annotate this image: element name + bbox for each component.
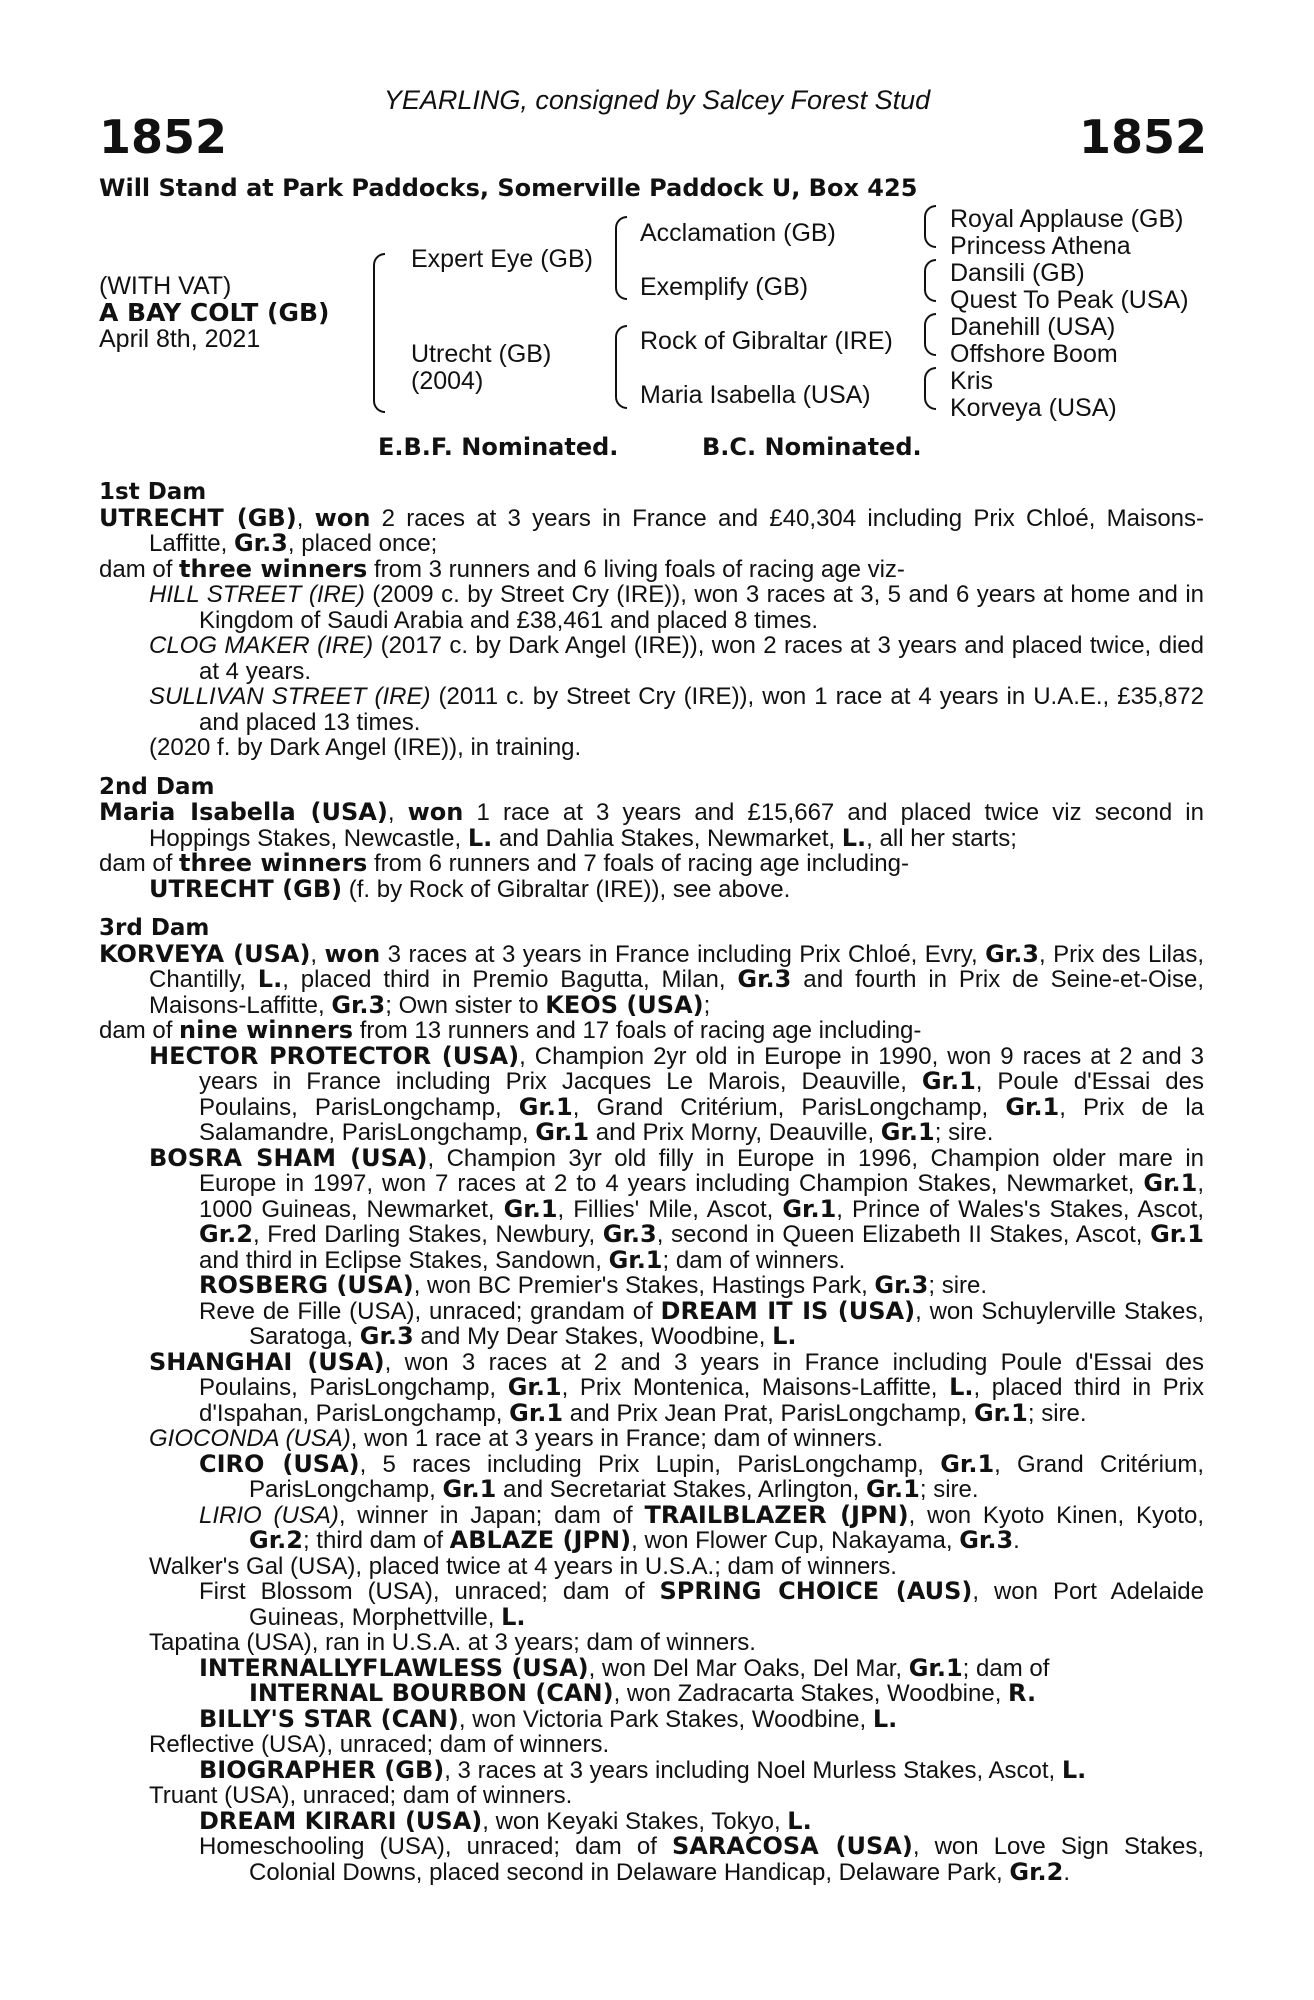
pedigree-entry [99,582,1204,633]
pedigree-entry [99,633,1204,684]
bold-text: ABLAZE (JPN) [449,1526,632,1554]
ancestor-7: Kris [950,367,994,395]
bold-text: Gr.2 [199,1220,253,1248]
bold-text: Gr.1 [908,1653,963,1682]
bold-text: BOSRA SHAM (USA) [149,1143,428,1172]
pedigree-entry [99,1018,1204,1044]
text-run: , won Port Adelaide Guineas, Morphettville, [249,1578,1204,1631]
bold-text: Gr.1 [442,1475,497,1503]
pedigree-entry [99,1681,1204,1707]
bold-text: Gr.1 [507,1373,562,1401]
bold-text: INTERNALLYFLAWLESS (USA) [199,1653,589,1682]
text-run: , Champion 2yr old in Europe in 1990, won 9 races at 2 and 3 years in France including Prix Jacques Le Marois, Deauville, [199,1042,1204,1095]
text-run: Walker's Gal (USA), placed twice at 4 years in U.S.A.; dam of winners. [149,1552,897,1580]
bold-text: Gr.1 [921,1067,976,1095]
section-heading: 2nd Dam [99,773,215,800]
text-run: (2009 c. by Street Cry (IRE)), won 3 races at 3, 5 and 6 years at home and in Kingdom of Saudi Arabia and £38,461 and placed 8 times. [199,581,1205,634]
text-run: , won 3 races at 2 and 3 years in France including Poule d'Essai des Poulains, ParisLongchamp, [199,1348,1204,1401]
pedigree-entry [99,684,1204,735]
pedigree-entry [99,1630,1204,1656]
text-run: and third in Eclipse Stakes, Sandown, [199,1246,609,1274]
section-heading: 3rd Dam [99,915,210,941]
bold-text: Gr.2 [1009,1857,1064,1886]
brace-g1 [924,205,936,248]
pedigree-entry [99,1041,1204,1146]
sire-dam: Exemplify (GB) [640,273,809,301]
ancestor-4: Quest To Peak (USA) [950,286,1189,314]
bold-text: Maria Isabella (USA) [99,798,388,826]
pedigree-entry [99,1143,1205,1274]
consignment-line: YEARLING, consigned by Salcey Forest Stud [383,85,931,115]
text-run: ; sire. [928,1272,988,1299]
ancestor-6: Offshore Boom [950,340,1118,368]
text-run: , won Del Mar Oaks, Del Mar, [588,1654,909,1682]
sire-line-brace [615,216,627,300]
bold-text: L. [872,1704,898,1733]
pedigree-entry [99,851,1204,877]
bold-text: Gr.2 [249,1526,303,1554]
text-run: Reve de Fille (USA), unraced; grandam of [199,1297,661,1325]
text-run: from 13 runners and 17 foals of racing age including- [353,1017,922,1044]
text-run: , Champion 3yr old filly in Europe in 1996, Champion older mare in Europe in 1997, won 7 races at 2 to 4 years including Champion Stakes, Newmarket, [199,1144,1205,1197]
bold-text: UTRECHT (GB) [99,503,297,532]
bold-text: BILLY'S STAR (CAN) [199,1704,459,1733]
text-run: 3 races at 3 years in France including Prix Chloé, Evry, [380,940,986,968]
bold-text: Gr.3 [959,1526,1014,1554]
italic-text: LIRIO (USA) [199,1501,339,1529]
brace-g2 [924,259,936,302]
text-run: 2 races at 3 years in France and £40,304 including Prix Chloé, Maisons-Laffitte, [149,504,1205,557]
brace-g4 [924,367,936,410]
bold-text: Gr.1 [1150,1220,1204,1248]
foaling-date: April 8th, 2021 [99,325,261,353]
italic-text: HILL STREET (IRE) [149,581,365,608]
bold-text: L. [257,965,283,993]
bold-text: three winners [179,849,368,877]
bold-text: L. [501,1602,526,1631]
ancestor-8: Korveya (USA) [950,394,1117,422]
horse-name: A BAY COLT (GB) [99,298,330,327]
text-run: , [387,799,408,826]
section-heading: 1st Dam [99,479,207,505]
text-run: , won Keyaki Stakes, Tokyo, [482,1807,788,1835]
text-run: and Dahlia Stakes, Newmarket, [492,824,842,852]
text-run: , won Victoria Park Stakes, Woodbine, [458,1705,873,1733]
vat-note: (WITH VAT) [99,272,232,300]
bold-text: won [324,939,381,968]
text-run: dam of [99,555,180,583]
bold-text: CIRO (USA) [199,1449,360,1478]
text-run: , second in Queen Elizabeth II Stakes, Ascot, [656,1221,1151,1248]
brace-g3 [924,313,936,356]
pedigree-entry [99,1347,1204,1427]
pedigree-entry [99,503,1205,557]
bold-text: won [314,503,371,532]
pedigree-entry [99,1579,1204,1630]
text-run: ; sire. [1027,1399,1087,1427]
text-run: ; Own sister to [385,991,546,1019]
text-run: . [1063,1858,1071,1886]
dam-sire: Rock of Gibraltar (IRE) [640,327,893,355]
pedigree-entry [99,1783,1204,1809]
bold-text: Gr.1 [503,1194,558,1223]
bold-text: DREAM KIRARI (USA) [199,1806,483,1835]
text-run: ; sire. [934,1119,994,1146]
bold-text: Gr.3 [737,965,792,993]
text-run: Tapatina (USA), ran in U.S.A. at 3 years; dam of winners. [149,1629,756,1656]
pedigree-entry [99,1296,1204,1350]
text-run: , won Kyoto Kinen, Kyoto, [908,1501,1204,1529]
bold-text: Gr.3 [874,1271,929,1299]
ancestor-1: Royal Applause (GB) [950,205,1184,233]
text-run: , placed third in Prix d'Ispahan, ParisLongchamp, [199,1374,1204,1427]
lot-number-left: 1852 [99,110,228,164]
pedigree-entry [99,735,1204,761]
dam-name: Utrecht (GB) [411,340,552,368]
bold-text: Gr.3 [602,1220,657,1248]
text-run: dam of [99,1017,180,1044]
bold-text: L. [787,1806,812,1835]
pedigree-entry [99,1426,1204,1452]
text-run: (2017 c. by Dark Angel (IRE)), won 2 races at 3 years and placed twice, died at 4 years. [199,632,1204,685]
bold-text: UTRECHT (GB) [149,874,343,903]
pedigree-entry [99,1755,1204,1784]
parents-brace [373,253,385,413]
italic-text: SULLIVAN STREET (IRE) [149,683,431,710]
pedigree-entry [99,800,1204,851]
text-run: ; dam of winners. [662,1246,846,1274]
sire-name: Expert Eye (GB) [411,245,593,273]
bold-text: Gr.1 [1143,1169,1198,1197]
text-run: (2011 c. by Street Cry (IRE)), won 1 race at 4 years in U.A.E., £35,872 and placed 13 times. [199,683,1204,736]
text-run: , Grand Critérium, ParisLongchamp, [249,1450,1204,1503]
ancestor-2: Princess Athena [950,232,1131,260]
text-run: , placed once; [287,530,438,557]
text-run: 1 race at 3 years and £15,667 and placed twice viz second in Hoppings Stakes, Newcastle, [149,799,1204,852]
text-run: , placed third in Premio Bagutta, Milan, [282,966,738,993]
text-run: and Secretariat Stakes, Arlington, [496,1476,866,1503]
bold-text: Gr.1 [509,1398,564,1427]
bold-text: KEOS (USA) [545,990,704,1019]
bold-text: nine winners [179,1016,354,1044]
bold-text: L. [949,1373,974,1401]
text-run: (f. by Rock of Gibraltar (IRE)), see above. [342,875,791,903]
text-run: Truant (USA), unraced; dam of winners. [149,1782,573,1809]
catalogue-body [99,480,1204,1885]
text-run: , won Flower Cup, Nakayama, [631,1527,960,1554]
bold-text: Gr.1 [880,1118,935,1146]
bold-text: TRAILBLAZER (JPN) [644,1500,909,1529]
text-run: from 6 runners and 7 foals of racing age including- [367,850,909,877]
text-run: , [296,504,315,532]
sire-sire: Acclamation (GB) [640,219,836,247]
text-run: , Prix Montenica, Maisons-Laffitte, [561,1374,950,1401]
text-run: ; sire. [919,1476,979,1503]
text-run: , won Schuylerville Stakes, Saratoga, [249,1297,1204,1350]
pedigree-entry [99,1273,1204,1299]
pedigree-entry [99,939,1205,1019]
pedigree-entry [99,1834,1204,1885]
pedigree-entry [99,1653,1204,1682]
bold-text: Gr.3 [359,1322,414,1350]
text-run: Homeschooling (USA), unraced; dam of [199,1833,672,1860]
text-run: ; third dam of [302,1527,450,1554]
bold-text: HECTOR PROTECTOR (USA) [149,1041,520,1070]
bold-text: Gr.3 [233,529,288,557]
text-run: (2020 f. by Dark Angel (IRE)), in training. [149,734,582,761]
bold-text: KORVEYA (USA) [99,939,311,968]
text-run: , Prix de la Salamandre, ParisLongchamp, [199,1093,1204,1146]
text-run: , Fillies' Mile, Ascot, [557,1195,783,1223]
text-run: , won BC Premier's Stakes, Hastings Park, [413,1272,875,1299]
lot-number-right: 1852 [1078,110,1207,164]
bold-text: Gr.1 [608,1245,663,1274]
bold-text: three winners [179,554,368,583]
dam-year: (2004) [411,367,484,395]
italic-text: CLOG MAKER (IRE) [149,632,374,659]
text-run: , won Zadracarta Stakes, Woodbine, [613,1680,1009,1707]
text-run: , Poule d'Essai des Poulains, ParisLongchamp, [199,1068,1204,1121]
bold-text: SARACOSA (USA) [671,1832,913,1860]
text-run: First Blossom (USA), unraced; dam of [199,1578,660,1605]
text-run: , all her starts; [866,824,1017,852]
bold-text: Gr.1 [865,1475,920,1503]
bc-nomination: B.C. Nominated. [702,433,922,461]
bold-text: Gr.3 [331,990,386,1019]
text-run: . [1013,1527,1020,1554]
pedigree-entry [99,1732,1204,1758]
bold-text: won [407,798,464,826]
bold-text: Gr.1 [518,1092,573,1121]
pedigree-entry [99,1449,1204,1503]
text-run: , [310,940,325,968]
bold-text: Gr.1 [535,1118,590,1146]
text-run: from 3 runners and 6 living foals of racing age viz- [367,555,905,583]
text-run: , won 1 race at 3 years in France; dam of winners. [350,1425,884,1452]
bold-text: R. [1008,1679,1037,1707]
bold-text: L. [467,823,493,852]
ancestor-3: Dansili (GB) [950,259,1085,287]
text-run: , Prix des Lilas, Chantilly, [149,940,1204,993]
text-run: , Fred Darling Stakes, Newbury, [252,1221,603,1248]
text-run: and Prix Morny, Deauville, [589,1119,881,1146]
bold-text: Gr.1 [1005,1092,1060,1121]
text-run: ; [703,991,711,1019]
bold-text: Gr.1 [973,1398,1028,1427]
pedigree-entry [99,554,1204,583]
text-run: , winner in Japan; dam of [338,1501,645,1529]
ancestor-5: Danehill (USA) [950,313,1116,341]
ebf-nomination: E.B.F. Nominated. [378,433,619,461]
bold-text: L. [772,1322,797,1350]
bold-text: ROSBERG (USA) [199,1271,414,1299]
bold-text: Gr.1 [940,1449,995,1478]
bold-text: SPRING CHOICE (AUS) [659,1577,973,1605]
text-run: ; dam of [962,1654,1050,1682]
pedigree-entry [99,874,1204,903]
bold-text: INTERNAL BOURBON (CAN) [249,1679,614,1707]
text-run: dam of [99,850,180,877]
bold-text: SHANGHAI (USA) [149,1347,385,1376]
stand-location: Will Stand at Park Paddocks, Somerville Paddock U, Box 425 [99,174,918,202]
bold-text: DREAM IT IS (USA) [660,1296,916,1325]
text-run: , 1000 Guineas, Newmarket, [199,1170,1204,1223]
bold-text: L. [1061,1755,1087,1784]
pedigree-entry [99,1500,1204,1554]
text-run: , Prince of Wales's Stakes, Ascot, [836,1195,1205,1223]
text-run: Reflective (USA), unraced; dam of winners. [149,1731,610,1758]
italic-text: GIOCONDA (USA) [149,1425,351,1452]
text-run: and My Dear Stakes, Woodbine, [413,1323,773,1350]
pedigree-entry [99,1704,1204,1733]
pedigree-entry [99,1806,1204,1835]
text-run: and Prix Jean Prat, ParisLongchamp, [563,1399,974,1427]
dam-line-brace [615,325,627,409]
bold-text: L. [841,823,867,852]
dam-dam: Maria Isabella (USA) [640,381,871,409]
bold-text: Gr.3 [985,939,1040,968]
bold-text: Gr.1 [782,1194,837,1223]
text-run: and fourth in Prix de Seine-et-Oise, Maisons-Laffitte, [149,966,1205,1019]
text-run: , Grand Critérium, ParisLongchamp, [572,1093,1006,1121]
bold-text: BIOGRAPHER (GB) [199,1755,445,1784]
text-run: , won Love Sign Stakes, Colonial Downs, placed second in Delaware Handicap, Delaware Park, [249,1833,1204,1886]
text-run: , 3 races at 3 years including Noel Murless Stakes, Ascot, [444,1756,1062,1784]
pedigree-entry [99,1554,1204,1580]
text-run: , 5 races including Prix Lupin, ParisLongchamp, [359,1450,941,1478]
